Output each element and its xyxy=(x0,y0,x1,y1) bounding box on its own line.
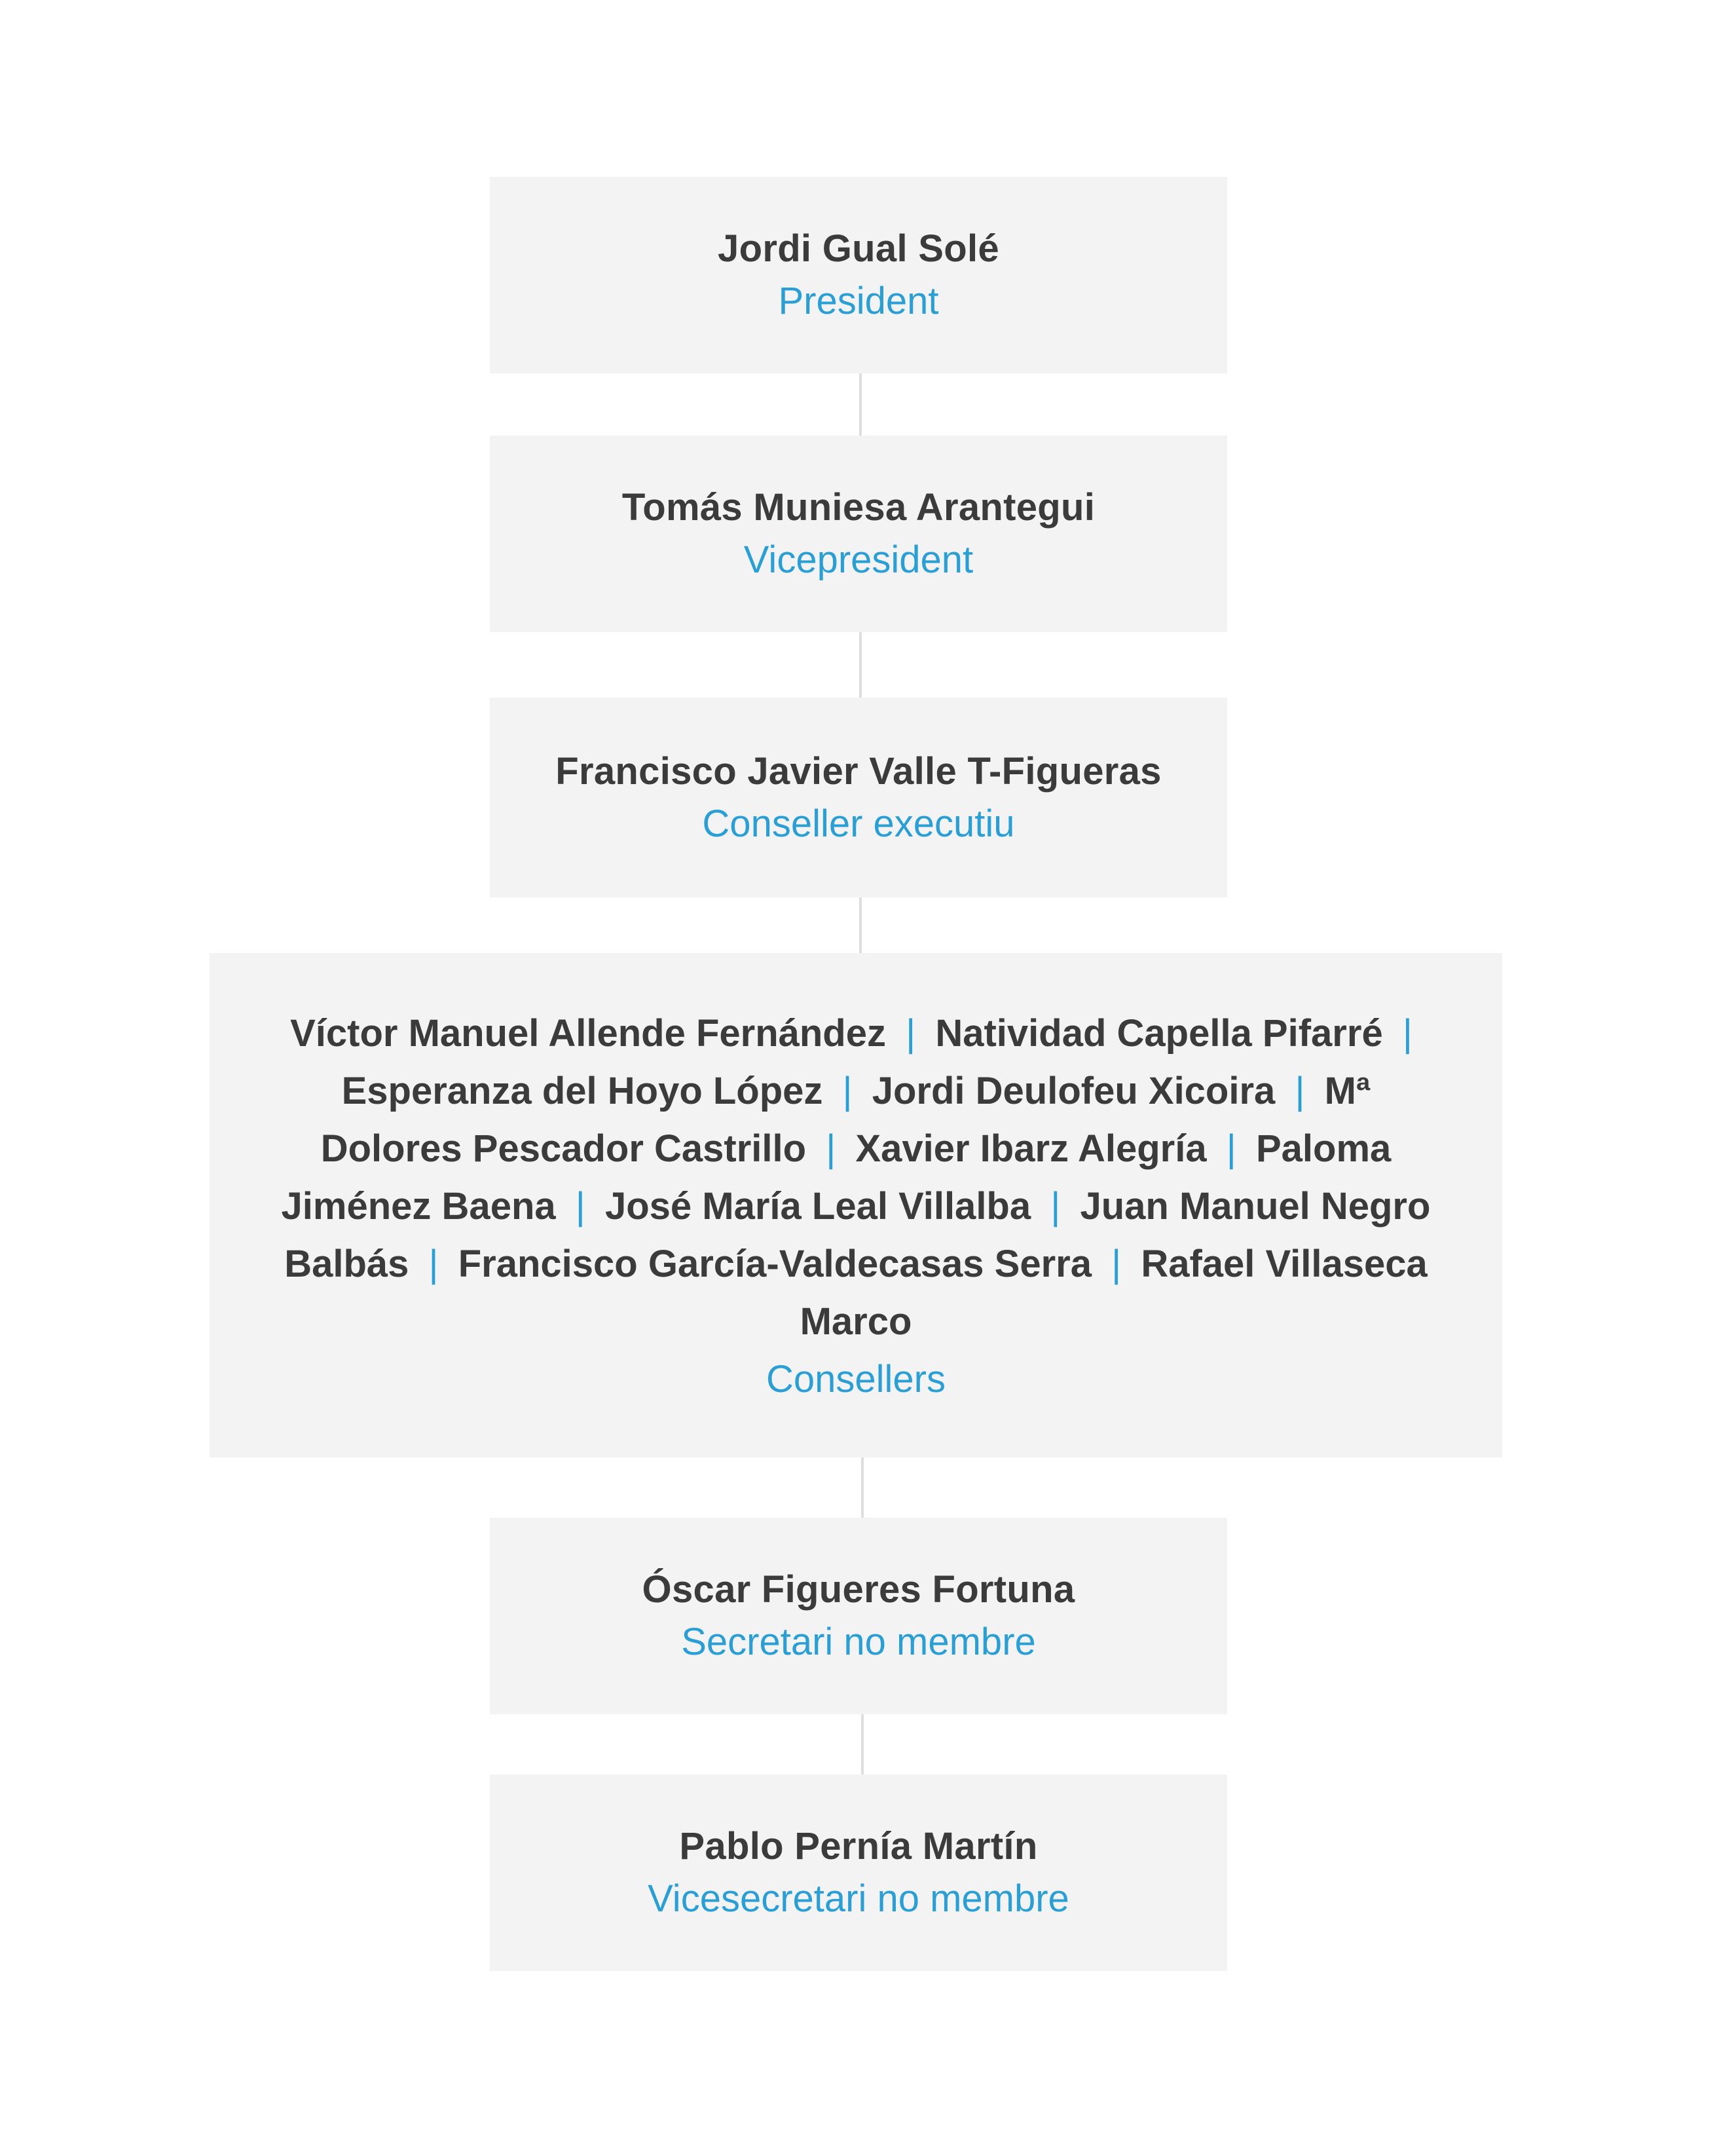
board-role: Consellers xyxy=(766,1358,946,1400)
board-box xyxy=(210,953,1502,1457)
vicepresident-role: Vicepresident xyxy=(743,538,974,581)
member-separator: | xyxy=(428,1243,439,1285)
vicesecretary-name: Pablo Pernía Martín xyxy=(679,1825,1038,1868)
board-member-name: Jordi Deulofeu Xicoira xyxy=(872,1070,1276,1112)
member-separator: | xyxy=(575,1185,585,1228)
vicepresident-box xyxy=(490,436,1227,632)
president-role: President xyxy=(778,280,939,322)
board-member-name: José María Leal Villalba xyxy=(604,1185,1031,1228)
board-member-name: Xavier Ibarz Alegría xyxy=(855,1127,1207,1170)
vicesecretary-role: Vicesecretari no membre xyxy=(648,1877,1069,1920)
board-member-name: Paloma Jiménez Baena xyxy=(281,1127,1392,1228)
connector-secretary-vicesecretary xyxy=(861,1714,864,1774)
executive-role: Conseller executiu xyxy=(702,802,1015,845)
member-separator: | xyxy=(1226,1127,1236,1170)
vicesecretary-box xyxy=(490,1774,1227,1971)
secretary-name: Óscar Figueres Fortuna xyxy=(642,1568,1075,1611)
board-member-name: Francisco García-Valdecasas Serra xyxy=(458,1243,1092,1285)
board-member-name: Natividad Capella Pifarré xyxy=(935,1012,1383,1055)
connector-vicepresident-executive xyxy=(859,632,862,698)
board-member-name: Víctor Manuel Allende Fernández xyxy=(290,1012,886,1055)
member-separator: | xyxy=(842,1070,853,1112)
president-box xyxy=(490,177,1227,373)
board-member-name: Mª Dolores Pescador Castrillo xyxy=(320,1070,1371,1170)
connector-board-secretary xyxy=(861,1457,864,1518)
vicepresident-name: Tomás Muniesa Arantegui xyxy=(621,486,1096,529)
president-name: Jordi Gual Solé xyxy=(718,227,999,270)
connector-executive-board xyxy=(859,897,862,953)
member-separator: | xyxy=(1050,1185,1061,1228)
executive-name: Francisco Javier Valle T-Figueras xyxy=(555,749,1162,793)
secretary-role: Secretari no membre xyxy=(681,1621,1036,1663)
secretary-box xyxy=(490,1518,1227,1714)
member-separator: | xyxy=(1295,1070,1305,1112)
member-separator: | xyxy=(1402,1012,1413,1055)
executive-box xyxy=(490,698,1227,897)
board-members-list xyxy=(267,1005,1445,1351)
board-member-name: Esperanza del Hoyo López xyxy=(341,1070,823,1112)
connector-president-vicepresident xyxy=(859,373,862,436)
board-member-name: Juan Manuel Negro Balbás xyxy=(284,1185,1431,1285)
member-separator: | xyxy=(1111,1243,1122,1285)
member-separator: | xyxy=(826,1127,836,1170)
member-separator: | xyxy=(906,1012,916,1055)
board-member-name: Rafael Villaseca Marco xyxy=(800,1243,1428,1343)
